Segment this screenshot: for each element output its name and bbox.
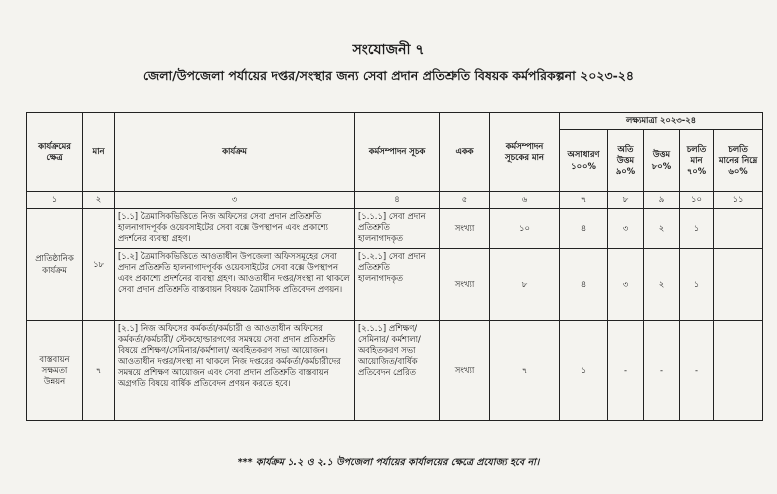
activity-cell: [১.১] ত্রৈমাসিকভিত্তিতে নিজ অফিসের সেবা প্রদান প্রতিশ্রুতি হালনাগাদপূর্বক ওয়েবসাইটের সেবা বক্সে উপস্থাপন এবং প্রকাশ্যে প্রদর্শনের ব্যবস্থা গ্রহণ। bbox=[115, 209, 355, 249]
column-number: ৭ bbox=[560, 192, 608, 209]
unit-cell: সংখ্যা bbox=[440, 249, 490, 321]
column-number: ৮ bbox=[608, 192, 644, 209]
activity-cell: [২.১] নিজ অফিসের কর্মকর্তা/কর্মচারী ও আওতাধীন অফিসের কর্মকর্তা/কর্মচারী/ স্টেকহোল্ডারগণের সমন্বয়ে সেবা প্রদান প্রতিশ্রুতি বিষয়ে প্রশিক্ষণ/সেমিনার/কর্মশালা/ অবহিতকরণ সভা আয়োজন। আওতাধীন দপ্তর/সংস্থা না থাকলে নিজ দপ্তরের কর্মকর্তা/কর্মচারীদের সমন্বয়ে প্রশিক্ষণ আয়োজন এবং সেবা প্রদান প্রতিশ্রুতি বাস্তবায়ন অগ্রগতি বিষয়ে বার্ষিক প্রতিবেদন প্রণয়ন করতে হবে। bbox=[115, 321, 355, 421]
header-area: কার্যক্রমের ক্ষেত্র bbox=[27, 113, 83, 192]
target-cell: - bbox=[608, 321, 644, 421]
column-number: ৫ bbox=[440, 192, 490, 209]
column-number: ১১ bbox=[714, 192, 763, 209]
area-cell: বাস্তবায়ন সক্ষমতা উন্নয়ন bbox=[27, 321, 83, 421]
header-target-below-current: চলতি মানের নিম্নে ৬০% bbox=[714, 130, 763, 192]
page-title: সংযোজনী ৭ bbox=[352, 42, 425, 58]
header-target-group: লক্ষ্যমাত্রা ২০২৩-২৪ bbox=[560, 113, 763, 130]
indicator-value-cell: ৮ bbox=[490, 249, 560, 321]
activity-cell: [১.২] ত্রৈমাসিকভিত্তিতে আওতাধীন উপজেলা অফিসসমূহের সেবা প্রদান প্রতিশ্রুতি হালনাগাদপূর্বক ওয়েবসাইটের সেবা বক্সে উপস্থাপন এবং প্রকাশ্যে প্রদর্শনের ব্যবস্থা গ্রহণ। আওতাধীন দপ্তর/সংস্থা না থাকলে সেবা প্রদান প্রতিশ্রুতি বাস্তবায়ন বিষয়ক ত্রৈমাসিক প্রতিবেদন প্রণয়ন। bbox=[115, 249, 355, 321]
column-number: ৬ bbox=[490, 192, 560, 209]
document-title: জেলা/উপজেলা পর্যায়ের দপ্তর/সংস্থার জন্য সেবা প্রদান প্রতিশ্রুতি বিষয়ক কর্মপরিকল্পনা ২০২৩-২৪ bbox=[142, 68, 635, 83]
indicator-value-cell: ১০ bbox=[490, 209, 560, 249]
target-cell: ৪ bbox=[560, 249, 608, 321]
column-number: ১০ bbox=[680, 192, 714, 209]
target-cell: ১ bbox=[560, 321, 608, 421]
indicator-value-cell: ৭ bbox=[490, 321, 560, 421]
indicator-cell: [১.১.১] সেবা প্রদান প্রতিশ্রুতি হালনাগাদকৃত bbox=[355, 209, 440, 249]
target-cell: ৩ bbox=[608, 209, 644, 249]
target-cell: ২ bbox=[644, 249, 680, 321]
column-number: ৩ bbox=[115, 192, 355, 209]
table-row bbox=[27, 321, 763, 421]
unit-cell: সংখ্যা bbox=[440, 321, 490, 421]
header-target-current: চলতি মান ৭০% bbox=[680, 130, 714, 192]
target-cell bbox=[714, 321, 763, 421]
header-row-1 bbox=[27, 113, 763, 130]
mark-cell: ৭ bbox=[83, 321, 115, 421]
target-cell: ৩ bbox=[608, 249, 644, 321]
indicator-cell: [২.১.১] প্রশিক্ষণ/সেমিনার/ কর্মশালা/ অবহিতকরণ সভা আয়োজিত/বার্ষিক প্রতিবেদন প্রেরিত bbox=[355, 321, 440, 421]
action-plan-table bbox=[26, 112, 763, 421]
target-cell: ১ bbox=[680, 249, 714, 321]
column-number: ১ bbox=[27, 192, 83, 209]
target-cell: - bbox=[644, 321, 680, 421]
header-mark: মান bbox=[83, 113, 115, 192]
header-indicator: কর্মসম্পাদন সূচক bbox=[355, 113, 440, 192]
header-target-good: উত্তম ৮০% bbox=[644, 130, 680, 192]
column-number: ২ bbox=[83, 192, 115, 209]
unit-cell: সংখ্যা bbox=[440, 209, 490, 249]
target-cell: ১ bbox=[680, 209, 714, 249]
table-row bbox=[27, 249, 763, 321]
column-number-row bbox=[27, 192, 763, 209]
target-cell: ২ bbox=[644, 209, 680, 249]
target-cell: - bbox=[680, 321, 714, 421]
header-activity: কার্যক্রম bbox=[115, 113, 355, 192]
area-cell: প্রাতিষ্ঠানিক কার্যক্রম bbox=[27, 209, 83, 321]
target-cell bbox=[714, 209, 763, 249]
target-cell: ৪ bbox=[560, 209, 608, 249]
footnote: *** কার্যক্রম ১.২ ও ২.১ উপজেলা পর্যায়ের কার্যালয়ের ক্ষেত্রে প্রযোজ্য হবে না। bbox=[237, 457, 540, 468]
header-unit: একক bbox=[440, 113, 490, 192]
column-number: ৪ bbox=[355, 192, 440, 209]
header-target-very-good: অতি উত্তম ৯০% bbox=[608, 130, 644, 192]
mark-cell: ১৮ bbox=[83, 209, 115, 321]
table-row bbox=[27, 209, 763, 249]
indicator-cell: [১.২.১] সেবা প্রদান প্রতিশ্রুতি হালনাগাদকৃত bbox=[355, 249, 440, 321]
column-number: ৯ bbox=[644, 192, 680, 209]
header-indicator-value: কর্মসম্পাদন সূচকের মান bbox=[490, 113, 560, 192]
target-cell bbox=[714, 249, 763, 321]
header-target-outstanding: অসাধারণ ১০০% bbox=[560, 130, 608, 192]
